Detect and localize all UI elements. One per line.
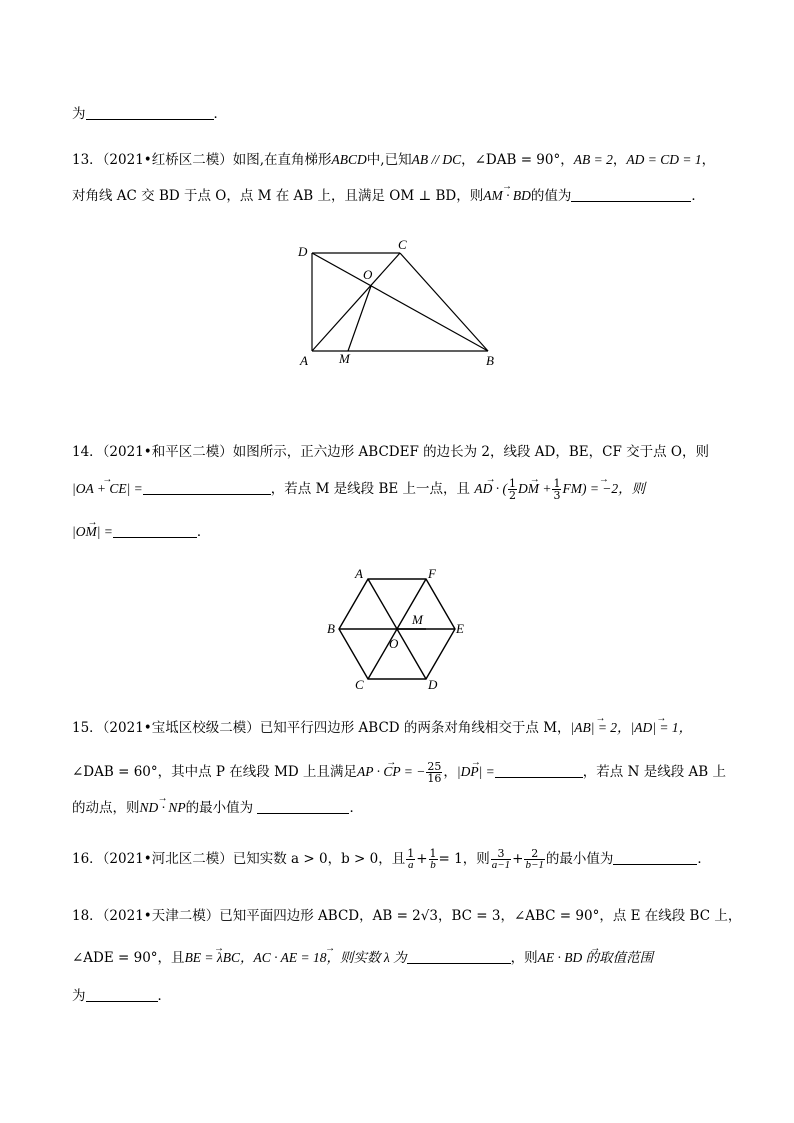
- prev-lead: 为: [72, 106, 86, 122]
- q13-text: 对角线 AC 交 BD 于点 O，点 M 在 AB 上，且满足 OM ⊥ BD，则: [72, 188, 484, 204]
- num: 2: [524, 848, 544, 860]
- q14-text: ，若点 M 是线段 BE 上一点，且: [270, 481, 471, 497]
- answer-blank[interactable]: [86, 105, 214, 120]
- q15-line2: [72, 761, 726, 784]
- period: ．: [213, 106, 227, 122]
- num: 25: [427, 760, 442, 773]
- label-D: D: [428, 677, 438, 692]
- period: ．: [691, 188, 705, 204]
- fraction: [508, 478, 517, 501]
- q15-vector-expr: → |AB| = 2，: [571, 718, 631, 738]
- label-B: B: [486, 353, 494, 368]
- q14-vector-expr: → DM +: [518, 479, 551, 499]
- label-A: A: [355, 566, 363, 581]
- q14-vector-expr: → |OA + CE| =: [72, 479, 143, 499]
- q15-text: 15．（2021•宝坻区校级二模）已知平行四边形 ABCD 的两条对角线相交于点 M，: [72, 720, 571, 736]
- label-C: C: [398, 237, 407, 252]
- label-B: B: [327, 621, 335, 636]
- fraction: [552, 478, 561, 501]
- answer-blank[interactable]: [86, 987, 158, 1002]
- q15-text: ，若点 N 是线段 AB 上: [582, 764, 726, 780]
- den: a−1: [491, 859, 511, 871]
- label-C: C: [355, 677, 364, 692]
- q16-text: 的最小值为: [545, 851, 614, 867]
- q13-text: ，∠DAB = 90°，: [461, 152, 574, 168]
- q13-line2: [72, 186, 705, 206]
- num: 1: [553, 477, 561, 490]
- fraction: [491, 848, 511, 871]
- label-A: A: [300, 353, 308, 368]
- num: 1: [429, 847, 437, 860]
- q15-vector-expr: → |DP| =: [457, 762, 495, 782]
- q15-vector-expr: → |AD| = 1，: [631, 718, 693, 738]
- num: 1: [407, 847, 415, 860]
- q18-vector-expr: → AC · AE = 18，则实数 λ 为: [254, 948, 407, 968]
- q18-text: 为: [72, 988, 86, 1004]
- q13-trapezoid-figure: [290, 235, 510, 370]
- q15-text: 的动点，则: [72, 800, 140, 816]
- label-O: O: [389, 636, 399, 651]
- label-D: D: [298, 244, 308, 259]
- q13-text: 中,已知: [366, 152, 412, 168]
- den: b−1: [525, 859, 544, 871]
- q15-line1: [72, 718, 692, 738]
- fraction: [429, 848, 438, 871]
- q13-text: 的值为: [530, 188, 572, 204]
- q15-text: 的最小值为: [185, 800, 254, 816]
- q18-text: 18．（2021•天津二模）已知平面四边形 ABCD，AB = 2√3，BC = 3，∠ABC = 90°，点 E 在线段 BC 上，: [72, 908, 742, 924]
- q18-text: ，则: [510, 950, 538, 966]
- fraction: [406, 848, 415, 871]
- q13-text: ，: [612, 152, 627, 168]
- answer-blank[interactable]: [571, 187, 691, 202]
- prev-question-tail: [72, 104, 227, 124]
- q18-vector-expr: → AE · BD 的取值范围: [538, 948, 654, 968]
- q14-line2: [72, 478, 645, 501]
- q14-text: 14．（2021•和平区二模）如图所示，正六边形 ABCDEF 的边长为 2，线段 AD，BE，CF 交于点 O，则: [72, 444, 709, 460]
- answer-blank[interactable]: [495, 763, 583, 778]
- q15-text: ∠DAB = 60°，其中点 P 在线段 MD 上且满足: [72, 764, 358, 780]
- q13-adcd: AD = CD = 1: [626, 152, 702, 167]
- label-M: M: [339, 351, 350, 366]
- q13-text: 13．（2021•红桥区二模）如图,在直角梯形: [72, 152, 332, 168]
- q15-vector-expr: → AP · CP = −: [357, 762, 425, 782]
- q13-line1: [72, 150, 715, 170]
- label-E: E: [456, 621, 464, 636]
- plus: +: [512, 851, 524, 867]
- answer-blank[interactable]: [257, 799, 349, 814]
- answer-blank[interactable]: [143, 480, 271, 495]
- q14-line1: [72, 442, 709, 462]
- label-M: M: [412, 612, 423, 627]
- q16-text: = 1，则: [438, 851, 490, 867]
- q14-line3: [72, 522, 210, 542]
- q15-line3: [72, 798, 363, 818]
- q13-ab: AB = 2: [573, 152, 613, 167]
- q15-vector-expr: → ND · NP: [140, 798, 186, 818]
- q18-line3: [72, 986, 171, 1006]
- q15-text: ，: [443, 764, 457, 780]
- answer-blank[interactable]: [613, 850, 697, 865]
- answer-blank[interactable]: [407, 949, 511, 964]
- q14-hexagon-figure: [322, 565, 472, 695]
- q13-vector-expr: → AM · BD: [483, 186, 531, 206]
- fraction: [426, 761, 442, 784]
- q13-trap: ABCD: [331, 152, 367, 167]
- q18-text: ∠ADE = 90°，且: [72, 950, 185, 966]
- q16-line: [72, 848, 711, 871]
- period: ．: [196, 524, 211, 540]
- plus: +: [416, 851, 428, 867]
- period: ．: [349, 800, 363, 816]
- q14-vector-expr: → AD · (: [474, 479, 507, 499]
- den: 2: [508, 489, 516, 502]
- q14-vector-expr: → FM) = −2，则: [562, 479, 645, 499]
- den: b: [430, 859, 436, 871]
- den: a: [407, 859, 414, 871]
- num: 1: [508, 477, 516, 490]
- label-F: F: [428, 566, 436, 581]
- q18-vector-expr: → BE = λBC，: [185, 948, 254, 968]
- q16-text: 16．（2021•河北区二模）已知实数 a > 0，b > 0，且: [72, 851, 406, 867]
- num: 3: [491, 848, 511, 860]
- period: ．: [157, 988, 171, 1004]
- period: ．: [697, 851, 711, 867]
- q13-text: ，: [701, 152, 716, 168]
- den: 16: [427, 772, 442, 785]
- fraction: [524, 848, 544, 871]
- q14-vector-expr: → |OM| =: [72, 522, 113, 542]
- den: 3: [553, 489, 561, 502]
- q18-line2: [72, 948, 653, 968]
- label-O: O: [363, 267, 373, 282]
- answer-blank[interactable]: [113, 523, 197, 538]
- q13-par: AB // DC: [411, 152, 462, 167]
- q18-line1: [72, 906, 741, 926]
